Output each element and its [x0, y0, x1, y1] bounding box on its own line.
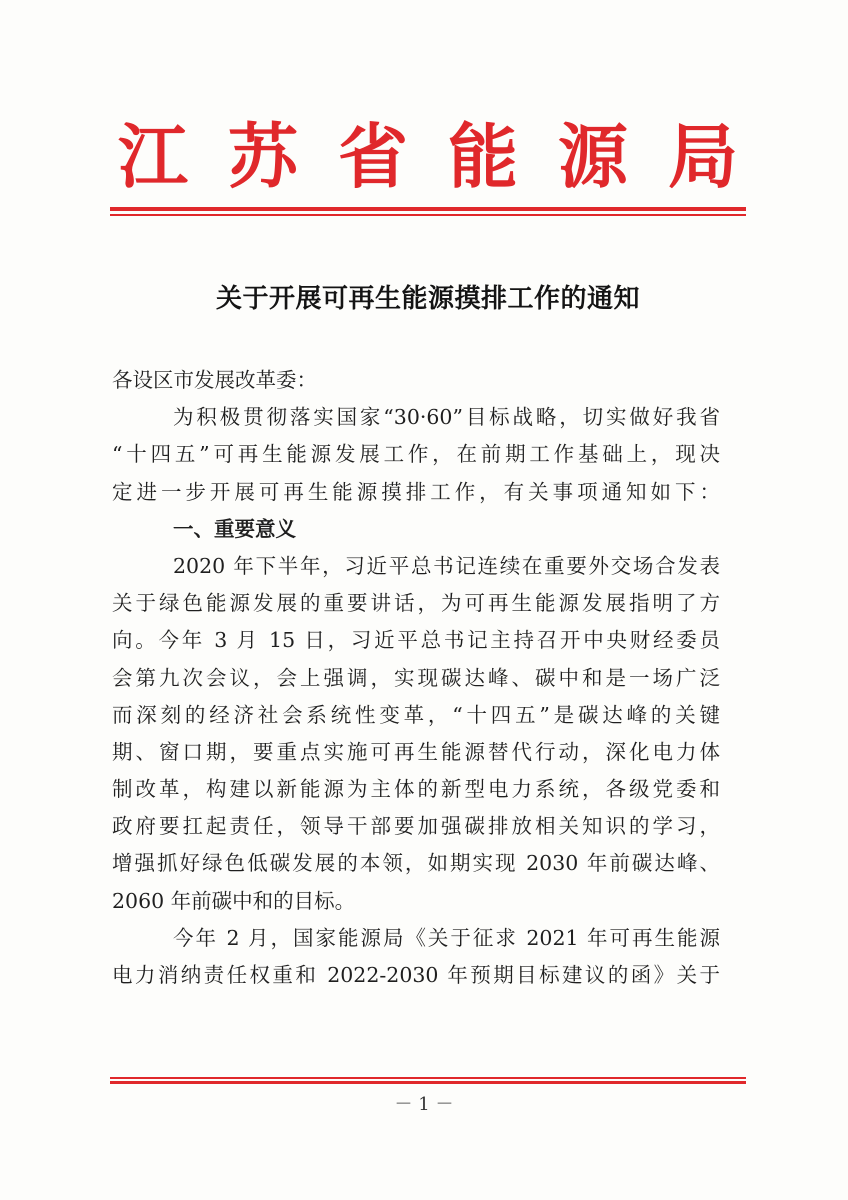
paragraph-line: 为积极贯彻落实国家“30·60”目标战略，切实做好我省: [173, 405, 720, 430]
paragraph-line: 2060 年前碳中和的目标。: [112, 888, 356, 913]
paragraph-line: 向。今年 3 月 15 日，习近平总书记主持召开中央财经委员: [112, 628, 720, 653]
paragraph-line: 期、窗口期，要重点实施可再生能源替代行动，深化电力体: [112, 739, 720, 764]
paragraph-line: “十四五”可再生能源发展工作，在前期工作基础上，现决: [112, 442, 720, 467]
paragraph-line: 电力消纳责任权重和 2022-2030 年预期目标建议的函》关于: [112, 963, 720, 987]
paragraph-line: 制改革，构建以新能源为主体的新型电力系统，各级党委和: [112, 777, 720, 802]
letterhead-divider-thin: [110, 214, 746, 216]
letterhead-char: 苏: [228, 115, 298, 198]
paragraph-line: 关于绿色能源发展的重要讲话，为可再生能源发展指明了方: [112, 591, 720, 616]
document-body: [112, 362, 720, 994]
letterhead-char: 局: [668, 115, 738, 198]
letterhead-char: 源: [558, 115, 628, 198]
paragraph-line: 今年 2 月，国家能源局《关于征求 2021 年可再生能源: [173, 925, 720, 950]
footer-divider-thick: [110, 1081, 746, 1084]
letterhead-char: 能: [448, 115, 518, 198]
page-number: － 1 －: [394, 1094, 454, 1115]
letterhead-char: 省: [338, 115, 408, 198]
letterhead-divider-thick: [110, 207, 746, 211]
salutation: 各设区市发展改革委：: [112, 368, 317, 392]
paragraph-line: 政府要扛起责任，领导干部要加强碳排放相关知识的学习，: [112, 814, 720, 839]
paragraph-line: 会第九次会议，会上强调，实现碳达峰、碳中和是一场广泛: [112, 665, 720, 690]
letterhead-title: [118, 112, 738, 202]
footer-divider-thin: [110, 1077, 746, 1079]
paragraph-line: 2020 年下半年，习近平总书记连续在重要外交场合发表: [173, 553, 720, 578]
paragraph-line: 而深刻的经济社会系统性变革，“十四五”是碳达峰的关键: [112, 702, 720, 727]
paragraph-line: 定进一步开展可再生能源摸排工作，有关事项通知如下：: [112, 479, 720, 504]
document-title: 关于开展可再生能源摸排工作的通知: [215, 284, 640, 314]
letterhead-char: 江: [118, 115, 188, 198]
paragraph-line: 增强抓好绿色低碳发展的本领，如期实现 2030 年前碳达峰、: [112, 851, 720, 876]
section-heading: 一、重要意义: [173, 516, 296, 541]
